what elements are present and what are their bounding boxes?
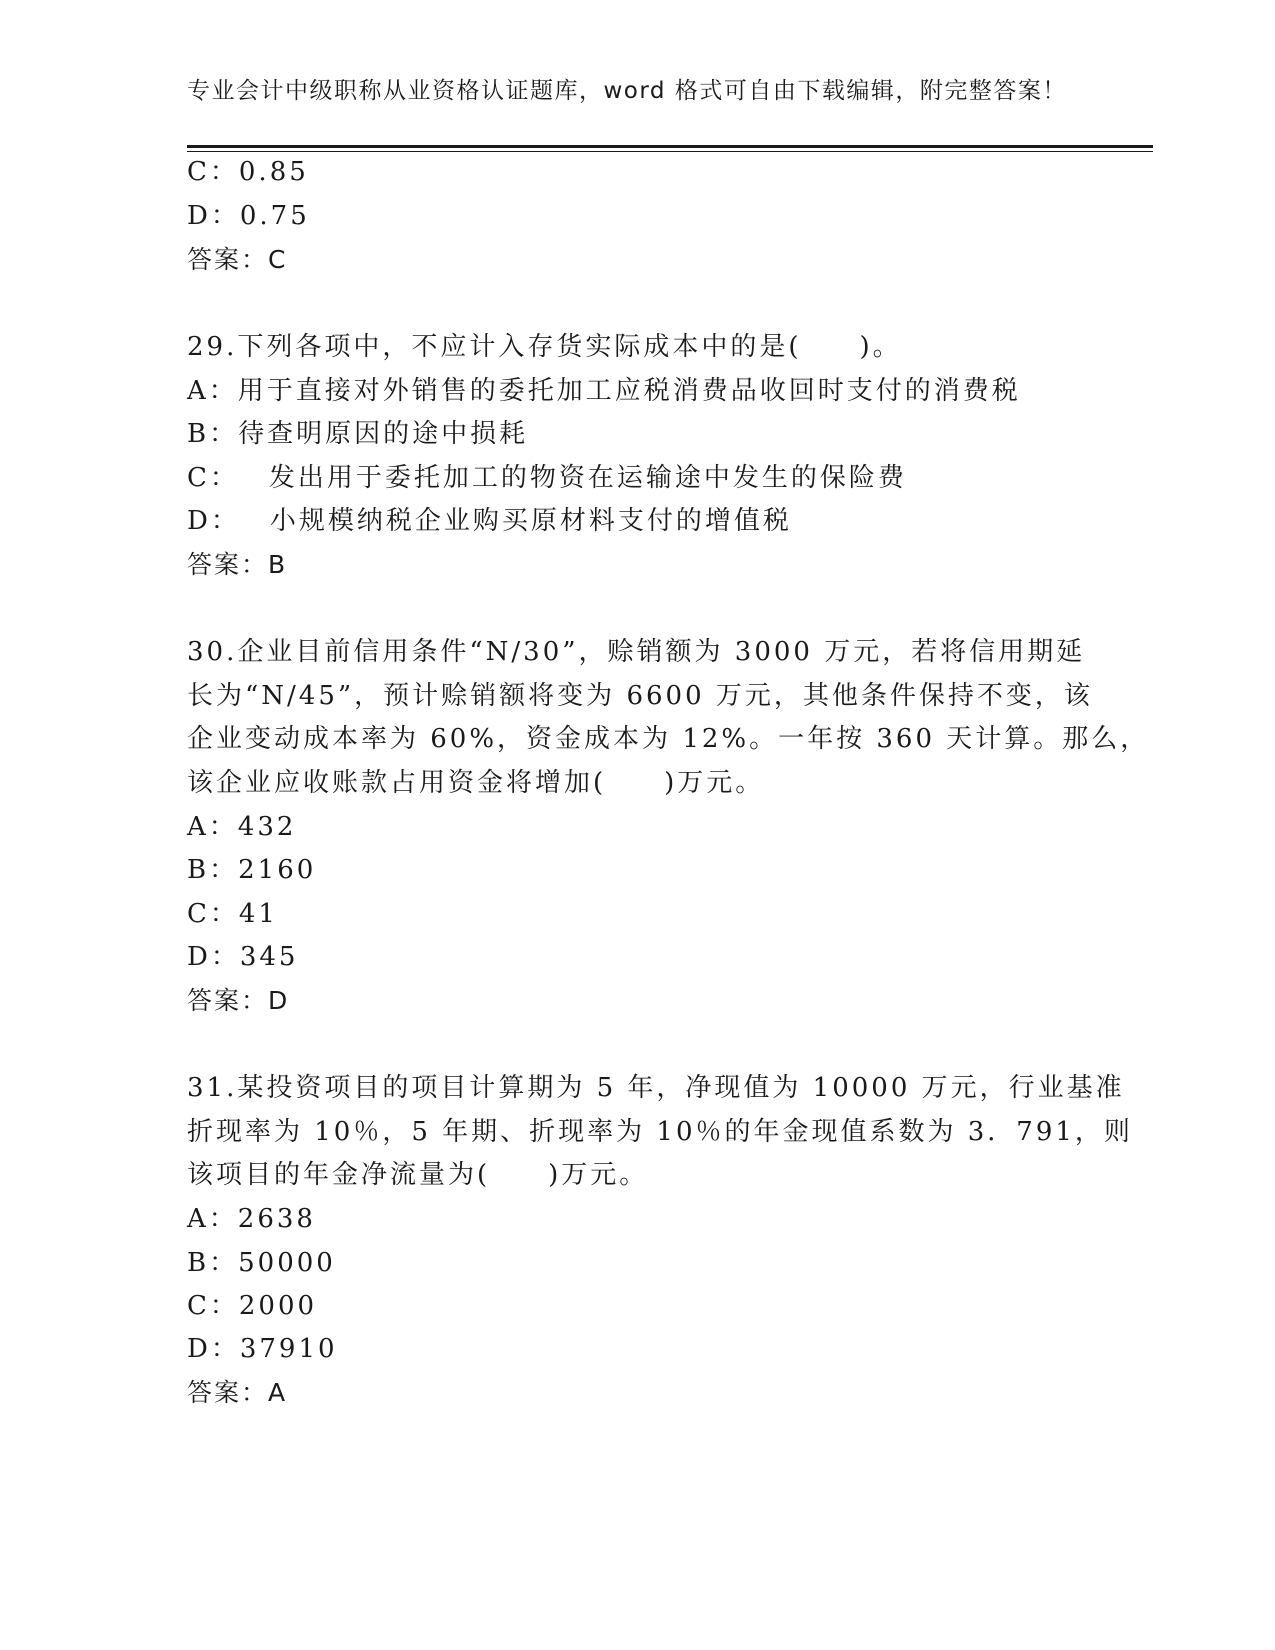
option-text: 小规模纳税企业购买原材料支付的增值税: [269, 506, 792, 536]
question-30-option-a: A：432: [187, 812, 297, 842]
question-31-option-c: C：2000: [187, 1291, 318, 1321]
question-31-answer: 答案：A: [187, 1378, 288, 1407]
question-31-stem-line: 折现率为 10％，5 年期、折现率为 10％的年金现值系数为 3．791，则: [187, 1117, 1133, 1147]
question-30-option-d: D：345: [187, 942, 299, 972]
question-29-answer: 答案：B: [187, 550, 288, 579]
option-d: D：0.75: [187, 201, 310, 231]
question-30-stem-line: 长为“N/45”，预计赊销额将变为 6600 万元，其他条件保持不变，该: [187, 681, 1093, 711]
option-text: 用于直接对外销售的委托加工应税消费品收回时支付的消费税: [237, 376, 1021, 406]
question-29-option-a: [187, 375, 1021, 407]
question-30-answer: 答案：D: [187, 986, 290, 1015]
answer-label: 答案：C: [187, 245, 288, 274]
question-31-option-b: B：50000: [187, 1248, 336, 1278]
option-c: C：0.85: [187, 157, 309, 187]
option-text: 发出用于委托加工的物资在运输途中发生的保险费: [268, 463, 907, 493]
question-30-stem-line: 企业变动成本率为 60%，资金成本为 12%。一年按 360 天计算。那么，: [187, 724, 1150, 754]
question-31-stem-line: 该项目的年金净流量为( )万元。: [187, 1160, 649, 1190]
question-30-option-b: B：2160: [187, 855, 317, 885]
question-30-stem-line: 30.企业目前信用条件“N/30”，赊销额为 3000 万元，若将信用期延: [187, 637, 1086, 667]
question-29-option-c: [187, 462, 907, 494]
option-prefix: B：: [187, 419, 239, 449]
question-29-stem: 29.下列各项中，不应计入存货实际成本中的是( )。: [187, 332, 902, 362]
option-prefix: C：: [187, 463, 239, 493]
question-31-option-a: A：2638: [187, 1204, 316, 1234]
question-29-option-b: [187, 418, 528, 450]
question-30-stem-line: 该企业应收账款占用资金将增加( )万元。: [187, 768, 765, 798]
question-30-option-c: C：41: [187, 899, 278, 929]
header-rule-thick: [187, 145, 1153, 148]
option-prefix: D：: [187, 506, 240, 536]
page-header: 专业会计中级职称从业资格认证题库，word 格式可自由下载编辑，附完整答案！: [187, 78, 1067, 104]
question-31-option-d: D：37910: [187, 1334, 338, 1364]
header-rule-thin: [187, 151, 1153, 152]
option-prefix: A：: [187, 376, 238, 406]
option-text: 待查明原因的途中损耗: [238, 419, 529, 449]
question-31-stem-line: 31.某投资项目的项目计算期为 5 年，净现值为 10000 万元，行业基准: [187, 1073, 1125, 1103]
question-29-option-d: [187, 505, 792, 537]
